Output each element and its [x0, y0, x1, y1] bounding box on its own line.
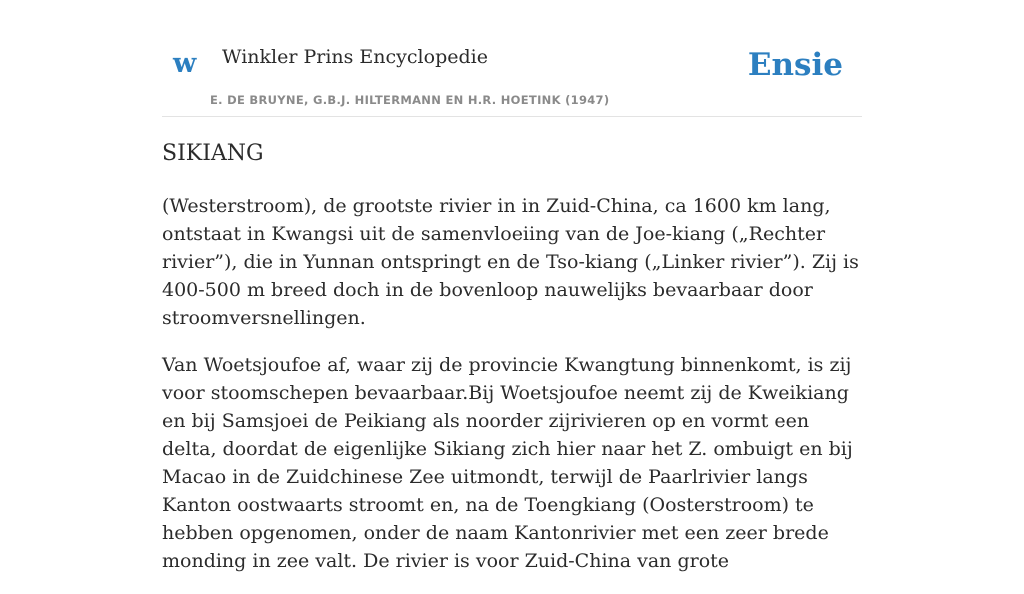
article-headword: SIKIANG [162, 141, 264, 166]
article-paragraph: Van Woetsjoufoe af, waar zij de provincie Kwangtung binnenkomt, is zij voor stoomschepen bevaarbaar.Bij Woetsjoufoe neemt zij de Kweikiang en bij Samsjoei de Peikiang als noorder zijrivieren op en vormt een delta, doordat de eigenlijke Sikiang zich hier naar het Z. ombuigt en bij Macao in de Zuidchinese Zee uitmondt, terwijl de Paarlrivier langs Kanton oostwaarts stroomt en, na de Toengkiang (Oosterstroom) te hebben opgenomen, onder de naam Kantonrivier met een zeer brede monding in zee valt. De rivier is voor Zuid-China van grote [162, 354, 853, 572]
article-paragraph: (Westerstroom), de grootste rivier in in Zuid-China, ca 1600 km lang, ontstaat in Kwangsi uit de samenvloeiing van de Joe-kiang („Rechter rivier”), die in Yunnan ontspringt en de Tso-kiang („Linker rivier”). Zij is 400-500 m breed doch in de bovenloop nauwelijks bevaarbaar door stroomversnellingen. [162, 195, 859, 329]
source-header [162, 0, 862, 117]
article-body [162, 192, 862, 594]
ensie-logo[interactable]: Ensie [747, 47, 843, 83]
source-authors: E. DE BRUYNE, G.B.J. HILTERMANN EN H.R. HOETINK (1947) [210, 93, 610, 107]
winkler-prins-logo[interactable]: w [173, 48, 197, 79]
source-title[interactable]: Winkler Prins Encyclopedie [222, 46, 488, 68]
